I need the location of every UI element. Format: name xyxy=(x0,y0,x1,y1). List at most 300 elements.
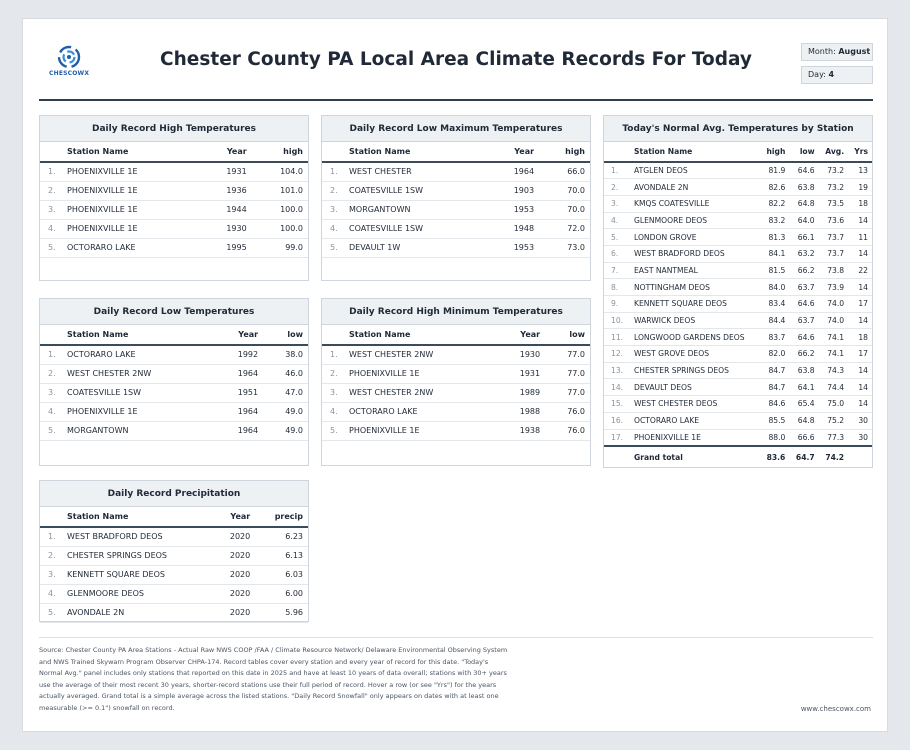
panel-title: Daily Record High Temperatures xyxy=(40,116,308,142)
normal-low: 64.8 xyxy=(789,412,818,429)
row-rank: 1. xyxy=(604,162,630,179)
table-row[interactable] xyxy=(322,181,590,200)
normal-yrs: 22 xyxy=(848,262,872,279)
normal-high: 83.4 xyxy=(760,296,789,313)
station-name: WEST CHESTER 2NW xyxy=(344,345,496,364)
row-rank: 4. xyxy=(322,219,344,238)
record-value: 6.13 xyxy=(255,546,308,565)
normal-high: 81.5 xyxy=(760,262,789,279)
record-value: 100.0 xyxy=(252,200,308,219)
record-year: 1930 xyxy=(496,345,545,364)
station-name: KMQS COATESVILLE xyxy=(630,195,760,212)
row-rank: 3. xyxy=(40,200,62,219)
record-value: 104.0 xyxy=(252,162,308,181)
table-row[interactable] xyxy=(322,421,590,440)
record-value: 66.0 xyxy=(539,162,590,181)
normal-yrs: 18 xyxy=(848,329,872,346)
normal-low: 64.6 xyxy=(789,162,818,179)
table-row[interactable] xyxy=(322,364,590,383)
record-year: 2020 xyxy=(213,565,255,584)
normal-avg: 74.4 xyxy=(819,379,848,396)
panel-title: Daily Record Precipitation xyxy=(40,481,308,507)
normal-avg: 73.7 xyxy=(819,229,848,246)
normal-yrs: 18 xyxy=(848,195,872,212)
table-row[interactable] xyxy=(40,527,308,546)
record-year: 1936 xyxy=(200,181,252,200)
station-name: CHESTER SPRINGS DEOS xyxy=(630,362,760,379)
normal-low: 66.6 xyxy=(789,429,818,446)
col-station: Station Name xyxy=(630,142,760,162)
station-name: PHOENIXVILLE 1E xyxy=(62,219,200,238)
normal-yrs: 14 xyxy=(848,362,872,379)
col-station: Station Name xyxy=(344,325,496,345)
normal-high: 84.1 xyxy=(760,245,789,262)
table-row[interactable] xyxy=(604,245,872,262)
record-year: 1953 xyxy=(487,238,539,257)
normal-low: 66.2 xyxy=(789,262,818,279)
table-row[interactable] xyxy=(604,362,872,379)
normal-avg: 73.2 xyxy=(819,179,848,196)
row-rank: 16. xyxy=(604,412,630,429)
record-value: 49.0 xyxy=(263,402,308,421)
normal-avg: 75.2 xyxy=(819,412,848,429)
normal-high: 81.3 xyxy=(760,229,789,246)
normal-yrs: 14 xyxy=(848,245,872,262)
col-value: low xyxy=(263,325,308,345)
station-name: PHOENIXVILLE 1E xyxy=(62,162,200,181)
normal-yrs: 17 xyxy=(848,296,872,313)
table-row[interactable] xyxy=(322,402,590,421)
table-header-row xyxy=(40,142,308,162)
normal-low: 65.4 xyxy=(789,396,818,413)
normal-low: 66.2 xyxy=(789,346,818,363)
record-value: 6.23 xyxy=(255,527,308,546)
station-name: AVONDALE 2N xyxy=(62,603,213,622)
row-rank: 4. xyxy=(40,219,62,238)
record-year: 1931 xyxy=(200,162,252,181)
table-row[interactable] xyxy=(604,212,872,229)
record-value: 70.0 xyxy=(539,200,590,219)
normal-low: 64.1 xyxy=(789,379,818,396)
normal-high: 88.0 xyxy=(760,429,789,446)
record-value: 99.0 xyxy=(252,238,308,257)
normals-table xyxy=(604,142,872,468)
record-value: 49.0 xyxy=(263,421,308,440)
row-rank: 8. xyxy=(604,279,630,296)
normal-avg: 77.3 xyxy=(819,429,848,446)
record-year: 2020 xyxy=(213,546,255,565)
record-value: 47.0 xyxy=(263,383,308,402)
record-year: 1951 xyxy=(214,383,263,402)
normal-low: 64.8 xyxy=(789,195,818,212)
record-year: 1964 xyxy=(487,162,539,181)
row-rank: 7. xyxy=(604,262,630,279)
station-name: COATESVILLE 1SW xyxy=(344,219,487,238)
row-rank: 11. xyxy=(604,329,630,346)
station-name: PHOENIXVILLE 1E xyxy=(344,421,496,440)
normal-low: 64.6 xyxy=(789,329,818,346)
record-value: 101.0 xyxy=(252,181,308,200)
record-year: 1964 xyxy=(214,421,263,440)
normal-avg: 74.0 xyxy=(819,296,848,313)
row-rank: 5. xyxy=(40,421,62,440)
record-year: 1953 xyxy=(487,200,539,219)
record-year: 1931 xyxy=(496,364,545,383)
station-name: NOTTINGHAM DEOS xyxy=(630,279,760,296)
record-high-min-panel xyxy=(321,298,591,466)
normal-yrs: 14 xyxy=(848,212,872,229)
table-header-row xyxy=(322,325,590,345)
table-row[interactable] xyxy=(604,429,872,446)
site-url: www.chescowx.com xyxy=(800,705,871,713)
station-name: WEST CHESTER 2NW xyxy=(62,364,214,383)
row-rank: 1. xyxy=(40,527,62,546)
row-rank: 3. xyxy=(322,383,344,402)
normal-low: 64.6 xyxy=(789,296,818,313)
station-name: KENNETT SQUARE DEOS xyxy=(62,565,213,584)
normal-high: 83.7 xyxy=(760,329,789,346)
col-avg: Avg. xyxy=(819,142,848,162)
table-row[interactable] xyxy=(604,179,872,196)
station-name: PHOENIXVILLE 1E xyxy=(62,200,200,219)
table-header-row xyxy=(322,142,590,162)
table-row[interactable] xyxy=(40,364,308,383)
total-low: 64.7 xyxy=(789,446,818,468)
month-field[interactable]: Month: August xyxy=(801,43,873,61)
row-rank: 2. xyxy=(40,546,62,565)
row-rank: 4. xyxy=(604,212,630,229)
station-name: LONGWOOD GARDENS DEOS xyxy=(630,329,760,346)
normal-high: 81.9 xyxy=(760,162,789,179)
row-rank: 2. xyxy=(40,364,62,383)
table-row[interactable] xyxy=(322,238,590,257)
station-name: OCTORARO LAKE xyxy=(62,238,200,257)
table-row[interactable] xyxy=(322,162,590,181)
table-row[interactable] xyxy=(40,345,308,364)
records-table xyxy=(40,142,308,258)
table-row[interactable] xyxy=(322,383,590,402)
row-rank: 4. xyxy=(40,402,62,421)
station-name: PHOENIXVILLE 1E xyxy=(62,181,200,200)
station-name: PHOENIXVILLE 1E xyxy=(344,364,496,383)
table-row[interactable] xyxy=(604,195,872,212)
normal-yrs: 14 xyxy=(848,312,872,329)
station-name: WARWICK DEOS xyxy=(630,312,760,329)
normal-yrs: 14 xyxy=(848,396,872,413)
table-row[interactable] xyxy=(40,162,308,181)
normal-avg: 74.1 xyxy=(819,329,848,346)
col-year: Year xyxy=(200,142,252,162)
station-name: WEST CHESTER DEOS xyxy=(630,396,760,413)
col-station: Station Name xyxy=(344,142,487,162)
row-rank: 2. xyxy=(322,181,344,200)
normal-avg: 73.5 xyxy=(819,195,848,212)
station-name: OCTORARO LAKE xyxy=(344,402,496,421)
record-year: 1988 xyxy=(496,402,545,421)
normal-high: 84.6 xyxy=(760,396,789,413)
row-rank: 5. xyxy=(40,603,62,622)
col-year: Year xyxy=(496,325,545,345)
record-value: 6.03 xyxy=(255,565,308,584)
station-name: WEST BRADFORD DEOS xyxy=(630,245,760,262)
row-rank: 1. xyxy=(322,162,344,181)
station-name: PHOENIXVILLE 1E xyxy=(62,402,214,421)
normal-low: 63.7 xyxy=(789,312,818,329)
station-name: COATESVILLE 1SW xyxy=(62,383,214,402)
record-precip-panel xyxy=(39,480,309,622)
record-low-max-panel xyxy=(321,115,591,281)
station-name: KENNETT SQUARE DEOS xyxy=(630,296,760,313)
row-rank: 5. xyxy=(322,421,344,440)
table-row[interactable] xyxy=(322,219,590,238)
record-year: 1992 xyxy=(214,345,263,364)
normal-high: 82.6 xyxy=(760,179,789,196)
record-year: 1948 xyxy=(487,219,539,238)
col-value: high xyxy=(252,142,308,162)
normal-high: 84.7 xyxy=(760,362,789,379)
normal-low: 64.0 xyxy=(789,212,818,229)
normal-high: 84.0 xyxy=(760,279,789,296)
total-label: Grand total xyxy=(630,446,760,468)
total-high: 83.6 xyxy=(760,446,789,468)
normals-panel xyxy=(603,115,873,468)
table-row[interactable] xyxy=(40,200,308,219)
normal-avg: 74.1 xyxy=(819,346,848,363)
normal-low: 63.8 xyxy=(789,362,818,379)
normal-yrs: 11 xyxy=(848,229,872,246)
row-rank: 3. xyxy=(604,195,630,212)
total-yrs xyxy=(848,446,872,468)
record-year: 1995 xyxy=(200,238,252,257)
record-value: 100.0 xyxy=(252,219,308,238)
table-row[interactable] xyxy=(604,346,872,363)
row-rank: 3. xyxy=(40,565,62,584)
record-value: 70.0 xyxy=(539,181,590,200)
row-rank: 1. xyxy=(322,345,344,364)
table-row[interactable] xyxy=(40,238,308,257)
logo-text: CHESCOWX xyxy=(49,70,90,77)
normal-avg: 73.6 xyxy=(819,212,848,229)
col-station: Station Name xyxy=(62,507,213,527)
row-rank: 1. xyxy=(40,162,62,181)
station-name: OCTORARO LAKE xyxy=(630,412,760,429)
record-value: 77.0 xyxy=(545,364,590,383)
row-rank: 4. xyxy=(40,584,62,603)
normal-high: 82.2 xyxy=(760,195,789,212)
station-name: DEVAULT DEOS xyxy=(630,379,760,396)
normal-low: 63.7 xyxy=(789,279,818,296)
station-name: COATESVILLE 1SW xyxy=(344,181,487,200)
row-rank: 5. xyxy=(604,229,630,246)
table-row[interactable] xyxy=(604,412,872,429)
records-table xyxy=(322,325,590,441)
normal-avg: 73.9 xyxy=(819,279,848,296)
normal-yrs: 14 xyxy=(848,379,872,396)
station-name: AVONDALE 2N xyxy=(630,179,760,196)
record-value: 76.0 xyxy=(545,402,590,421)
row-rank: 9. xyxy=(604,296,630,313)
table-row[interactable] xyxy=(604,379,872,396)
table-row[interactable] xyxy=(604,296,872,313)
record-value: 73.0 xyxy=(539,238,590,257)
records-table xyxy=(322,142,590,258)
page-header xyxy=(39,41,873,101)
station-name: DEVAULT 1W xyxy=(344,238,487,257)
station-name: OCTORARO LAKE xyxy=(62,345,214,364)
record-year: 1938 xyxy=(496,421,545,440)
record-year: 1944 xyxy=(200,200,252,219)
normal-high: 84.7 xyxy=(760,379,789,396)
record-year: 2020 xyxy=(213,603,255,622)
table-row[interactable] xyxy=(40,402,308,421)
normal-high: 82.0 xyxy=(760,346,789,363)
table-row[interactable] xyxy=(604,396,872,413)
col-high: high xyxy=(760,142,789,162)
record-year: 1989 xyxy=(496,383,545,402)
record-value: 72.0 xyxy=(539,219,590,238)
row-rank: 3. xyxy=(322,200,344,219)
normal-avg: 73.8 xyxy=(819,262,848,279)
row-rank: 13. xyxy=(604,362,630,379)
record-year: 1964 xyxy=(214,402,263,421)
normal-yrs: 30 xyxy=(848,412,872,429)
panel-title: Daily Record High Minimum Temperatures xyxy=(322,299,590,325)
normal-high: 83.2 xyxy=(760,212,789,229)
record-year: 2020 xyxy=(213,584,255,603)
row-rank: 1. xyxy=(40,345,62,364)
table-row[interactable] xyxy=(604,329,872,346)
record-year: 1964 xyxy=(214,364,263,383)
table-row[interactable] xyxy=(40,421,308,440)
station-name: MORGANTOWN xyxy=(344,200,487,219)
row-rank: 6. xyxy=(604,245,630,262)
table-row[interactable] xyxy=(40,383,308,402)
record-year: 1930 xyxy=(200,219,252,238)
table-row[interactable] xyxy=(40,546,308,565)
normal-avg: 74.3 xyxy=(819,362,848,379)
normal-avg: 75.0 xyxy=(819,396,848,413)
table-row[interactable] xyxy=(322,345,590,364)
record-value: 77.0 xyxy=(545,345,590,364)
row-rank: 5. xyxy=(40,238,62,257)
station-name: WEST CHESTER xyxy=(344,162,487,181)
footer-divider xyxy=(39,637,873,638)
row-rank: 2. xyxy=(40,181,62,200)
normal-low: 63.2 xyxy=(789,245,818,262)
table-row[interactable] xyxy=(322,200,590,219)
table-row[interactable] xyxy=(40,584,308,603)
record-value: 77.0 xyxy=(545,383,590,402)
normal-yrs: 19 xyxy=(848,179,872,196)
table-row[interactable] xyxy=(40,565,308,584)
normal-avg: 73.7 xyxy=(819,245,848,262)
station-name: GLENMOORE DEOS xyxy=(630,212,760,229)
row-rank: 2. xyxy=(322,364,344,383)
normal-yrs: 17 xyxy=(848,346,872,363)
col-yrs: Yrs xyxy=(848,142,872,162)
row-rank: 2. xyxy=(604,179,630,196)
record-value: 38.0 xyxy=(263,345,308,364)
col-value: high xyxy=(539,142,590,162)
day-field[interactable]: Day: 4 xyxy=(801,66,873,84)
page-title: Chester County PA Local Area Climate Records For Today xyxy=(160,49,752,70)
records-table xyxy=(40,507,308,623)
normal-yrs: 14 xyxy=(848,279,872,296)
total-avg: 74.2 xyxy=(819,446,848,468)
record-value: 5.96 xyxy=(255,603,308,622)
station-name: WEST CHESTER 2NW xyxy=(344,383,496,402)
date-selector xyxy=(801,43,873,89)
records-table xyxy=(40,325,308,441)
row-rank: 4. xyxy=(322,402,344,421)
normal-yrs: 13 xyxy=(848,162,872,179)
table-header-row xyxy=(604,142,872,162)
row-rank: 17. xyxy=(604,429,630,446)
station-name: WEST GROVE DEOS xyxy=(630,346,760,363)
row-rank: 15. xyxy=(604,396,630,413)
table-header-row xyxy=(40,507,308,527)
row-rank: 12. xyxy=(604,346,630,363)
station-name: MORGANTOWN xyxy=(62,421,214,440)
record-value: 76.0 xyxy=(545,421,590,440)
col-station: Station Name xyxy=(62,142,200,162)
source-note: Source: Chester County PA Area Stations - Actual Raw NWS COOP /FAA / Climate Resource Network/ Delaware Environmental Observing System and NWS Trained Skywarn Program Observer CHPA-174. Record tables cover every station and every year of record for this date. "Today's Normal Avg." panel includes only stations that reported on this date in 2025 and have at least 10 years of data overall; stations with 30+ years use the average of their most recent 30 years, shorter-record stations use their full period of record. Hover a row (or see "Yrs") for the years actually averaged. Grand total is a simple average across the listed stations. "Daily Record Snowfall" only appears on dates with at least one measurable (>= 0.1") snowfall on record. xyxy=(39,646,508,712)
station-name: CHESTER SPRINGS DEOS xyxy=(62,546,213,565)
normal-yrs: 30 xyxy=(848,429,872,446)
record-low-panel xyxy=(39,298,309,466)
normal-high: 84.4 xyxy=(760,312,789,329)
station-name: LONDON GROVE xyxy=(630,229,760,246)
table-row[interactable] xyxy=(604,312,872,329)
station-name: WEST BRADFORD DEOS xyxy=(62,527,213,546)
table-row[interactable] xyxy=(604,229,872,246)
panel-title: Daily Record Low Maximum Temperatures xyxy=(322,116,590,142)
record-value: 46.0 xyxy=(263,364,308,383)
table-row[interactable] xyxy=(40,219,308,238)
panel-title: Today's Normal Avg. Temperatures by Station xyxy=(604,116,872,142)
record-high-panel xyxy=(39,115,309,281)
table-row[interactable] xyxy=(604,262,872,279)
record-value: 6.00 xyxy=(255,584,308,603)
col-year: Year xyxy=(214,325,263,345)
normal-low: 66.1 xyxy=(789,229,818,246)
col-low: low xyxy=(789,142,818,162)
table-row[interactable] xyxy=(604,162,872,179)
panel-title: Daily Record Low Temperatures xyxy=(40,299,308,325)
report-page xyxy=(22,18,888,732)
row-rank: 5. xyxy=(322,238,344,257)
station-name: ATGLEN DEOS xyxy=(630,162,760,179)
col-value: low xyxy=(545,325,590,345)
station-name: PHOENIXVILLE 1E xyxy=(630,429,760,446)
table-row[interactable] xyxy=(40,603,308,622)
normal-avg: 74.0 xyxy=(819,312,848,329)
col-year: Year xyxy=(487,142,539,162)
row-rank: 14. xyxy=(604,379,630,396)
normal-low: 63.8 xyxy=(789,179,818,196)
table-row[interactable] xyxy=(40,181,308,200)
col-station: Station Name xyxy=(62,325,214,345)
table-row[interactable] xyxy=(604,279,872,296)
station-name: GLENMOORE DEOS xyxy=(62,584,213,603)
station-name: EAST NANTMEAL xyxy=(630,262,760,279)
record-year: 2020 xyxy=(213,527,255,546)
col-year: Year xyxy=(213,507,255,527)
record-year: 1903 xyxy=(487,181,539,200)
normal-high: 85.5 xyxy=(760,412,789,429)
row-rank: 3. xyxy=(40,383,62,402)
col-value: precip xyxy=(255,507,308,527)
